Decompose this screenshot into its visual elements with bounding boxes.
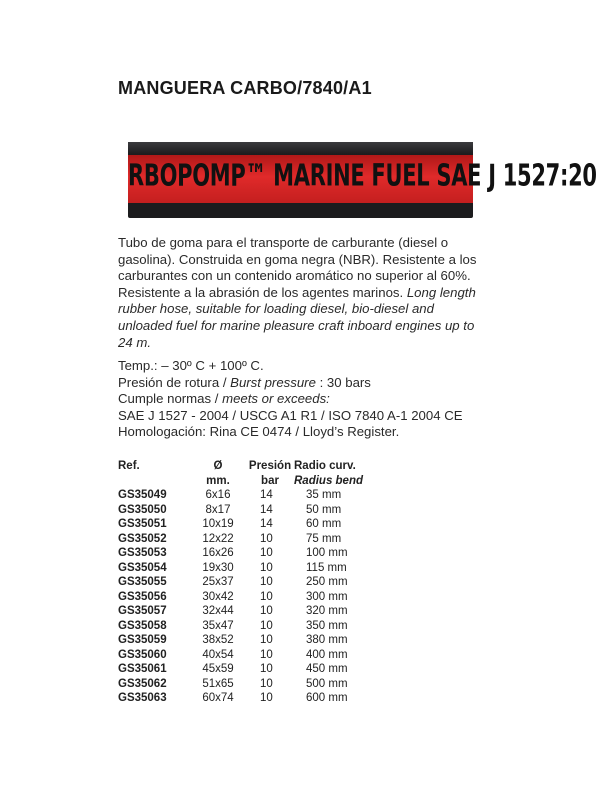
table-row (118, 488, 374, 503)
table-body (118, 488, 374, 706)
row-diameter: 45x59 (202, 663, 234, 676)
row-diameter: 32x44 (202, 605, 234, 618)
burst-value: : 30 bars (315, 374, 371, 390)
row-pressure: 10 (260, 576, 273, 589)
table-row (118, 532, 374, 547)
row-diameter: 8x17 (205, 503, 231, 516)
table-subheader-row (118, 473, 374, 488)
product-table (118, 458, 374, 706)
row-ref: GS35056 (118, 590, 167, 603)
spec-norms-list: SAE J 1527 - 2004 / USCG A1 R1 / ISO 7840 A-1 2004 CE (118, 407, 463, 423)
row-ref: GS35055 (118, 576, 167, 589)
row-diameter: 12x22 (202, 532, 234, 545)
burst-label-es: Presión de rotura / (118, 374, 231, 390)
header-ref: Ref. (118, 459, 140, 472)
product-description (118, 235, 478, 351)
row-radius: 320 mm (306, 605, 348, 618)
row-radius: 250 mm (306, 576, 348, 589)
row-radius: 500 mm (306, 677, 348, 690)
row-pressure: 14 (260, 518, 273, 531)
row-ref: GS35059 (118, 634, 167, 647)
row-radius: 35 mm (306, 489, 342, 502)
row-pressure: 10 (260, 547, 273, 560)
row-radius: 450 mm (306, 663, 348, 676)
header-pressure: Presión (248, 459, 292, 472)
header-diameter: Ø (213, 459, 223, 472)
row-pressure: 14 (260, 503, 273, 516)
subheader-pressure-unit: bar (261, 474, 279, 487)
hose-print-text: RBOPOMP™ MARINE FUEL SAE J 1527:20 (128, 158, 597, 193)
row-ref: GS35063 (118, 692, 167, 705)
row-ref: GS35057 (118, 605, 167, 618)
norms-label-en: meets or exceeds: (222, 391, 330, 407)
subheader-empty (118, 473, 190, 488)
row-ref: GS35050 (118, 503, 167, 516)
row-radius: 60 mm (306, 518, 342, 531)
table-row (118, 691, 374, 706)
spec-burst-pressure (118, 375, 498, 392)
row-ref: GS35060 (118, 648, 167, 661)
row-ref: GS35053 (118, 547, 167, 560)
row-radius: 600 mm (306, 692, 348, 705)
page-title: MANGUERA CARBO/7840/A1 (118, 78, 372, 98)
row-diameter: 30x42 (202, 590, 234, 603)
table-row (118, 590, 374, 605)
row-pressure: 10 (260, 677, 273, 690)
row-diameter: 16x26 (202, 547, 234, 560)
row-pressure: 14 (260, 489, 273, 502)
row-ref: GS35052 (118, 532, 167, 545)
row-diameter: 51x65 (202, 677, 234, 690)
row-ref: GS35058 (118, 619, 167, 632)
subheader-diameter-unit: mm. (206, 474, 230, 487)
table-row (118, 546, 374, 561)
row-diameter: 60x74 (202, 692, 234, 705)
row-diameter: 6x16 (205, 489, 231, 502)
row-pressure: 10 (260, 648, 273, 661)
row-diameter: 25x37 (202, 576, 234, 589)
description-english: Long length rubber hose, suitable for loading diesel, bio-diesel and unloaded fuel for marine pleasure craft inboard engines up to 24 m. (118, 284, 476, 350)
row-radius: 115 mm (306, 561, 347, 574)
row-pressure: 10 (260, 692, 273, 705)
norms-label-es: Cumple normas / (118, 391, 223, 407)
row-ref: GS35062 (118, 677, 167, 690)
row-radius: 350 mm (306, 619, 348, 632)
row-diameter: 19x30 (202, 561, 234, 574)
row-diameter: 40x54 (202, 648, 234, 661)
row-pressure: 10 (260, 619, 273, 632)
row-ref: GS35054 (118, 561, 167, 574)
table-header-row (118, 458, 374, 473)
row-pressure: 10 (260, 532, 273, 545)
row-ref: GS35061 (118, 663, 167, 676)
row-radius: 380 mm (306, 634, 348, 647)
row-pressure: 10 (260, 663, 273, 676)
table-row (118, 648, 374, 663)
description-spanish: Tubo de goma para el transporte de carburante (diesel o gasolina). Construida en goma negra (NBR). Resistente a los carburantes con un contenido aromático no superior al 60%. Resistente a la abrasión de los agentes marinos. (118, 235, 477, 300)
row-diameter: 38x52 (202, 634, 234, 647)
row-pressure: 10 (260, 590, 273, 603)
spec-temperature: Temp.: – 30º C + 100º C. (118, 358, 264, 373)
subheader-radius-en: Radius bend (294, 474, 364, 487)
table-row (118, 662, 374, 677)
table-row (118, 517, 374, 532)
spec-homologation: Homologación: Rina CE 0474 / Lloyd’s Register. (118, 424, 400, 440)
header-radius: Radio curv. (294, 459, 356, 472)
row-radius: 75 mm (306, 532, 342, 545)
table-row (118, 604, 374, 619)
table-row (118, 677, 374, 692)
row-pressure: 10 (260, 634, 273, 647)
row-pressure: 10 (260, 605, 273, 618)
row-ref: GS35049 (118, 489, 167, 502)
row-radius: 100 mm (306, 547, 348, 560)
table-row (118, 619, 374, 634)
product-specs (118, 358, 498, 441)
row-radius: 400 mm (306, 648, 348, 661)
burst-label-en: Burst pressure (230, 374, 316, 390)
row-radius: 50 mm (306, 503, 342, 516)
hose-product-image (128, 142, 597, 218)
row-pressure: 10 (260, 561, 273, 574)
row-diameter: 35x47 (202, 619, 234, 632)
row-ref: GS35051 (118, 518, 167, 531)
hose-highlight (128, 142, 473, 154)
table-row (118, 633, 374, 648)
spec-norms (118, 391, 498, 408)
table-row (118, 503, 374, 518)
table-row (118, 561, 374, 576)
row-diameter: 10x19 (202, 518, 234, 531)
row-radius: 300 mm (306, 590, 348, 603)
table-row (118, 575, 374, 590)
